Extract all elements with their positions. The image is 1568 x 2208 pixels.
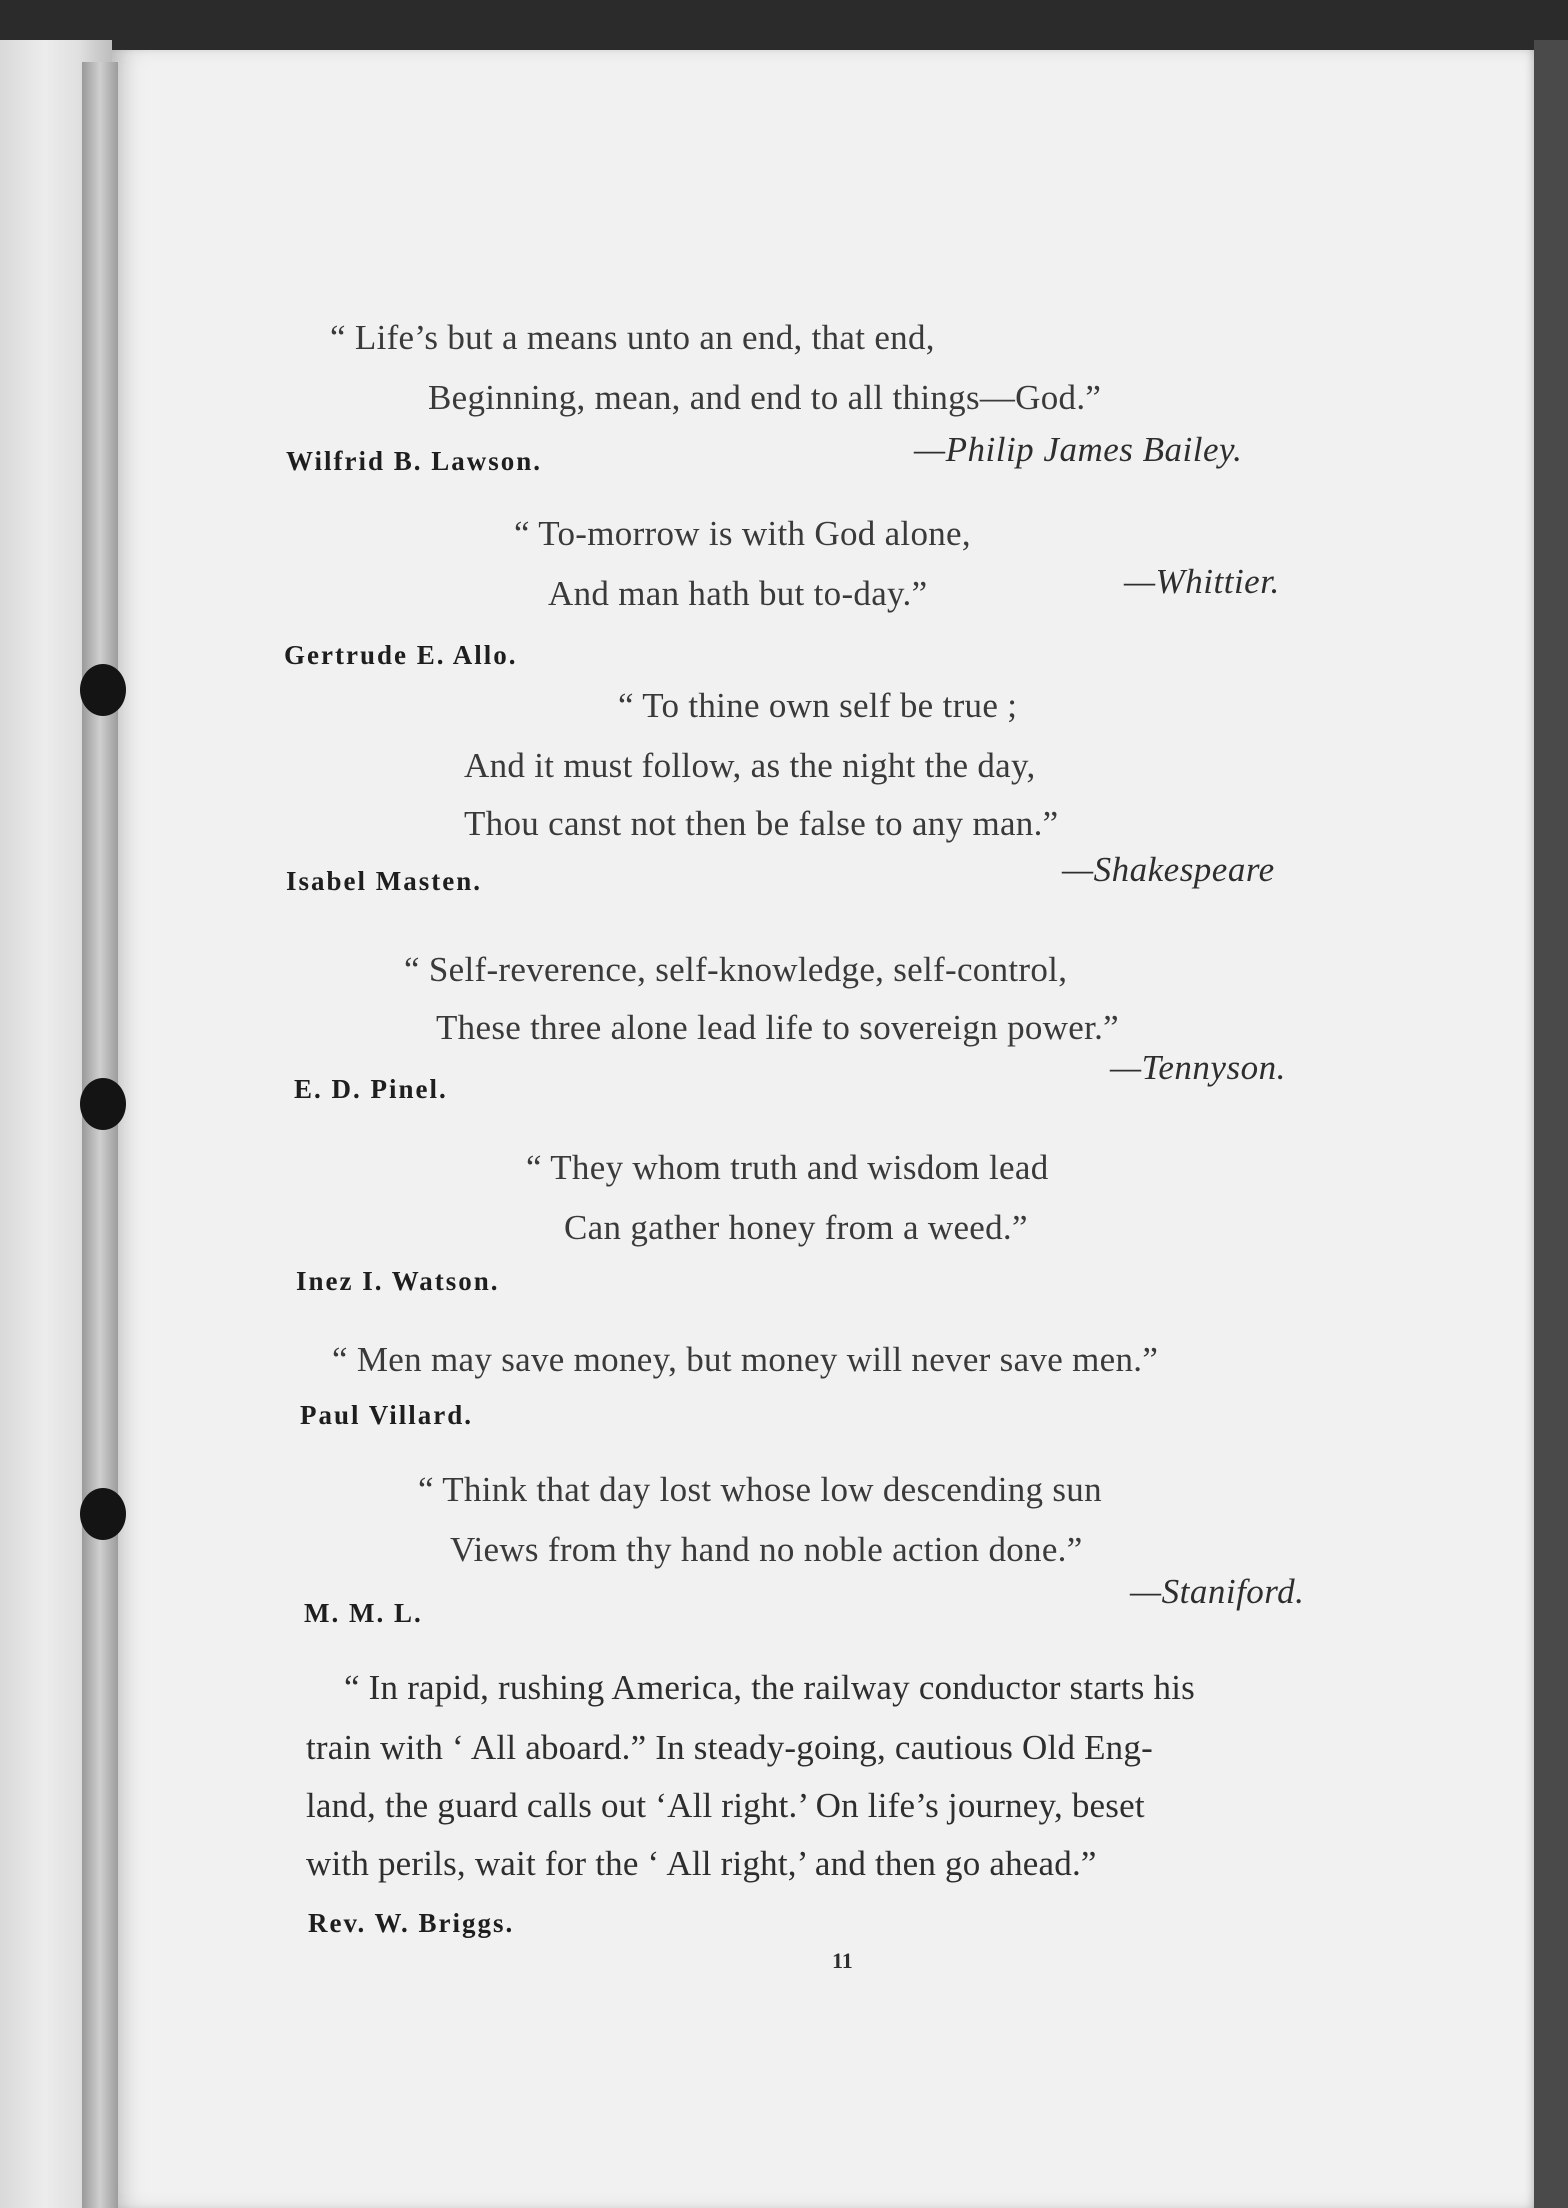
quote-line: Can gather honey from a weed.” — [564, 1208, 1028, 1247]
quote-attribution: —Tennyson. — [1110, 1048, 1286, 1087]
contributor-name: Isabel Masten. — [286, 866, 482, 896]
contributor-name: Wilfrid B. Lawson. — [286, 446, 543, 476]
quote-line: These three alone lead life to sovereign power.” — [436, 1008, 1120, 1047]
prose-line: with perils, wait for the ‘ All right,’ and then go ahead.” — [306, 1844, 1097, 1883]
binding-strip — [82, 62, 118, 2208]
quote-attribution: —Philip James Bailey. — [914, 430, 1243, 469]
quote-line: Thou canst not then be false to any man.” — [464, 804, 1059, 843]
binding-hole-bottom — [80, 1488, 126, 1540]
contributor-name: M. M. L. — [304, 1598, 423, 1628]
quote-line: “ Men may save money, but money will never save men.” — [332, 1340, 1159, 1379]
quote-attribution: —Shakespeare — [1062, 850, 1275, 889]
binding-hole-top — [80, 664, 126, 716]
page-number: 11 — [832, 1948, 853, 1973]
quote-line: “ Think that day lost whose low descending sun — [418, 1470, 1102, 1509]
quote-attribution: —Staniford. — [1130, 1572, 1305, 1611]
quote-line: Beginning, mean, and end to all things—God.” — [428, 378, 1102, 417]
prose-line: “ In rapid, rushing America, the railway conductor starts his — [344, 1668, 1195, 1707]
quote-line: “ To thine own self be true ; — [618, 686, 1018, 725]
prose-line: train with ‘ All aboard.” In steady-going, cautious Old Eng- — [306, 1728, 1153, 1767]
contributor-name: Gertrude E. Allo. — [284, 640, 518, 670]
quote-line: And man hath but to-day.” — [548, 574, 928, 613]
prose-line: land, the guard calls out ‘All right.’ On life’s journey, beset — [306, 1786, 1145, 1825]
quote-line: And it must follow, as the night the day, — [464, 746, 1036, 785]
quote-line: “ Self-reverence, self-knowledge, self-control, — [404, 950, 1068, 989]
contributor-name: Rev. W. Briggs. — [308, 1908, 515, 1938]
quote-line: Views from thy hand no noble action done.” — [450, 1530, 1083, 1569]
scan-right-edge — [1534, 40, 1568, 2208]
quote-attribution: —Whittier. — [1124, 562, 1280, 601]
binding-hole-middle — [80, 1078, 126, 1130]
quote-line: “ Life’s but a means unto an end, that end, — [330, 318, 935, 357]
book-page — [112, 50, 1534, 2208]
quote-line: “ To-morrow is with God alone, — [514, 514, 971, 553]
contributor-name: Paul Villard. — [300, 1400, 474, 1430]
contributor-name: E. D. Pinel. — [294, 1074, 448, 1104]
contributor-name: Inez I. Watson. — [296, 1266, 500, 1296]
quote-line: “ They whom truth and wisdom lead — [526, 1148, 1049, 1187]
